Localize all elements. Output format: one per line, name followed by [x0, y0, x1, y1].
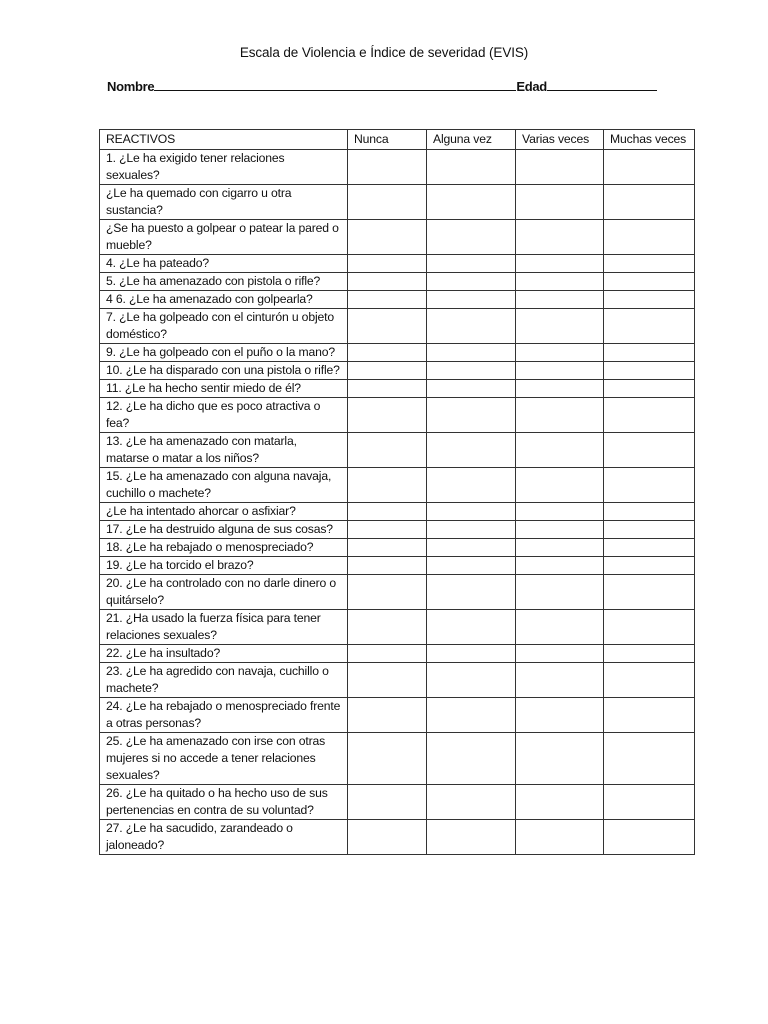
alguna-vez-cell[interactable]: [427, 539, 516, 557]
alguna-vez-cell[interactable]: [427, 185, 516, 220]
table-row: [100, 575, 695, 610]
table-row: [100, 185, 695, 220]
alguna-vez-cell[interactable]: [427, 362, 516, 380]
nunca-cell[interactable]: [348, 575, 427, 610]
varias-veces-cell[interactable]: [516, 220, 604, 255]
table-row: [100, 309, 695, 344]
item-text: 4. ¿Le ha pateado?: [100, 255, 348, 273]
nunca-cell[interactable]: [348, 557, 427, 575]
muchas-veces-cell[interactable]: [604, 645, 695, 663]
alguna-vez-cell[interactable]: [427, 575, 516, 610]
muchas-veces-cell[interactable]: [604, 220, 695, 255]
item-text: ¿Le ha intentado ahorcar o asfixiar?: [100, 503, 348, 521]
muchas-veces-cell[interactable]: [604, 380, 695, 398]
alguna-vez-cell[interactable]: [427, 468, 516, 503]
muchas-veces-cell[interactable]: [604, 557, 695, 575]
varias-veces-cell[interactable]: [516, 273, 604, 291]
varias-veces-cell[interactable]: [516, 698, 604, 733]
muchas-veces-cell[interactable]: [604, 309, 695, 344]
varias-veces-cell[interactable]: [516, 362, 604, 380]
table-row: [100, 362, 695, 380]
header-reactivos: REACTIVOS: [100, 130, 348, 150]
alguna-vez-cell[interactable]: [427, 380, 516, 398]
varias-veces-cell[interactable]: [516, 185, 604, 220]
nunca-cell[interactable]: [348, 344, 427, 362]
nunca-cell[interactable]: [348, 220, 427, 255]
nunca-cell[interactable]: [348, 255, 427, 273]
age-label: Edad: [516, 79, 547, 94]
table-row: [100, 539, 695, 557]
alguna-vez-cell[interactable]: [427, 433, 516, 468]
item-text: 27. ¿Le ha sacudido, zarandeado o jaloneado?: [100, 820, 348, 855]
varias-veces-cell[interactable]: [516, 645, 604, 663]
alguna-vez-cell[interactable]: [427, 610, 516, 645]
table-row: [100, 521, 695, 539]
table-row: [100, 433, 695, 468]
muchas-veces-cell[interactable]: [604, 820, 695, 855]
muchas-veces-cell[interactable]: [604, 362, 695, 380]
muchas-veces-cell[interactable]: [604, 398, 695, 433]
nunca-cell[interactable]: [348, 521, 427, 539]
alguna-vez-cell[interactable]: [427, 503, 516, 521]
table-row: [100, 820, 695, 855]
table-row: [100, 398, 695, 433]
nunca-cell[interactable]: [348, 273, 427, 291]
muchas-veces-cell[interactable]: [604, 344, 695, 362]
varias-veces-cell[interactable]: [516, 255, 604, 273]
alguna-vez-cell[interactable]: [427, 398, 516, 433]
muchas-veces-cell[interactable]: [604, 255, 695, 273]
nunca-cell[interactable]: [348, 380, 427, 398]
varias-veces-cell[interactable]: [516, 575, 604, 610]
table-row: [100, 503, 695, 521]
item-text: 9. ¿Le ha golpeado con el puño o la mano?: [100, 344, 348, 362]
alguna-vez-cell[interactable]: [427, 309, 516, 344]
header-muchas-veces: Muchas veces: [604, 130, 695, 150]
item-text: ¿Se ha puesto a golpear o patear la pared o mueble?: [100, 220, 348, 255]
alguna-vez-cell[interactable]: [427, 557, 516, 575]
muchas-veces-cell[interactable]: [604, 433, 695, 468]
table-row: [100, 645, 695, 663]
varias-veces-cell[interactable]: [516, 344, 604, 362]
header-varias-veces: Varias veces: [516, 130, 604, 150]
item-text: 18. ¿Le ha rebajado o menospreciado?: [100, 539, 348, 557]
table-row: [100, 557, 695, 575]
name-label: Nombre: [107, 79, 155, 94]
nunca-cell[interactable]: [348, 503, 427, 521]
name-field[interactable]: [154, 78, 516, 91]
varias-veces-cell[interactable]: [516, 503, 604, 521]
item-text: 19. ¿Le ha torcido el brazo?: [100, 557, 348, 575]
alguna-vez-cell[interactable]: [427, 291, 516, 309]
muchas-veces-cell[interactable]: [604, 698, 695, 733]
header-alguna-vez: Alguna vez: [427, 130, 516, 150]
alguna-vez-cell[interactable]: [427, 521, 516, 539]
table-row: [100, 698, 695, 733]
nunca-cell[interactable]: [348, 309, 427, 344]
varias-veces-cell[interactable]: [516, 820, 604, 855]
table-row: [100, 733, 695, 785]
alguna-vez-cell[interactable]: [427, 255, 516, 273]
item-text: 7. ¿Le ha golpeado con el cinturón u objeto doméstico?: [100, 309, 348, 344]
nunca-cell[interactable]: [348, 398, 427, 433]
item-text: 25. ¿Le ha amenazado con irse con otras mujeres si no accede a tener relaciones sexuales?: [100, 733, 348, 785]
muchas-veces-cell[interactable]: [604, 521, 695, 539]
table-row: [100, 344, 695, 362]
alguna-vez-cell[interactable]: [427, 733, 516, 785]
nunca-cell[interactable]: [348, 733, 427, 785]
evis-scale-table: [99, 129, 695, 855]
muchas-veces-cell[interactable]: [604, 785, 695, 820]
muchas-veces-cell[interactable]: [604, 663, 695, 698]
alguna-vez-cell[interactable]: [427, 273, 516, 291]
item-text: 4 6. ¿Le ha amenazado con golpearla?: [100, 291, 348, 309]
varias-veces-cell[interactable]: [516, 433, 604, 468]
item-text: 26. ¿Le ha quitado o ha hecho uso de sus pertenencias en contra de su voluntad?: [100, 785, 348, 820]
item-text: 15. ¿Le ha amenazado con alguna navaja, cuchillo o machete?: [100, 468, 348, 503]
table-row: [100, 663, 695, 698]
alguna-vez-cell[interactable]: [427, 663, 516, 698]
nunca-cell[interactable]: [348, 185, 427, 220]
varias-veces-cell[interactable]: [516, 663, 604, 698]
nunca-cell[interactable]: [348, 785, 427, 820]
muchas-veces-cell[interactable]: [604, 291, 695, 309]
item-text: 22. ¿Le ha insultado?: [100, 645, 348, 663]
nunca-cell[interactable]: [348, 645, 427, 663]
age-field[interactable]: [547, 78, 657, 91]
table-row: [100, 610, 695, 645]
muchas-veces-cell[interactable]: [604, 150, 695, 185]
table-row: [100, 468, 695, 503]
alguna-vez-cell[interactable]: [427, 220, 516, 255]
muchas-veces-cell[interactable]: [604, 539, 695, 557]
varias-veces-cell[interactable]: [516, 521, 604, 539]
alguna-vez-cell[interactable]: [427, 820, 516, 855]
table-row: [100, 291, 695, 309]
varias-veces-cell[interactable]: [516, 539, 604, 557]
item-text: 23. ¿Le ha agredido con navaja, cuchillo o machete?: [100, 663, 348, 698]
table-row: [100, 380, 695, 398]
muchas-veces-cell[interactable]: [604, 503, 695, 521]
table-header-row: [100, 130, 695, 150]
item-text: 1. ¿Le ha exigido tener relaciones sexuales?: [100, 150, 348, 185]
alguna-vez-cell[interactable]: [427, 150, 516, 185]
table-row: [100, 785, 695, 820]
alguna-vez-cell[interactable]: [427, 344, 516, 362]
alguna-vez-cell[interactable]: [427, 645, 516, 663]
nunca-cell[interactable]: [348, 698, 427, 733]
item-text: 13. ¿Le ha amenazado con matarla, matarse o matar a los niños?: [100, 433, 348, 468]
item-text: 20. ¿Le ha controlado con no darle dinero o quitárselo?: [100, 575, 348, 610]
item-text: 21. ¿Ha usado la fuerza física para tener relaciones sexuales?: [100, 610, 348, 645]
varias-veces-cell[interactable]: [516, 610, 604, 645]
alguna-vez-cell[interactable]: [427, 698, 516, 733]
item-text: 24. ¿Le ha rebajado o menospreciado frente a otras personas?: [100, 698, 348, 733]
muchas-veces-cell[interactable]: [604, 610, 695, 645]
table-row: [100, 150, 695, 185]
varias-veces-cell[interactable]: [516, 557, 604, 575]
item-text: 12. ¿Le ha dicho que es poco atractiva o fea?: [100, 398, 348, 433]
name-age-line: [107, 78, 667, 94]
varias-veces-cell[interactable]: [516, 291, 604, 309]
varias-veces-cell[interactable]: [516, 150, 604, 185]
document-title: Escala de Violencia e Índice de severidad (EVIS): [239, 45, 529, 60]
nunca-cell[interactable]: [348, 362, 427, 380]
item-text: ¿Le ha quemado con cigarro u otra sustancia?: [100, 185, 348, 220]
nunca-cell[interactable]: [348, 433, 427, 468]
nunca-cell[interactable]: [348, 468, 427, 503]
muchas-veces-cell[interactable]: [604, 185, 695, 220]
item-text: 5. ¿Le ha amenazado con pistola o rifle?: [100, 273, 348, 291]
nunca-cell[interactable]: [348, 291, 427, 309]
item-text: 17. ¿Le ha destruido alguna de sus cosas?: [100, 521, 348, 539]
varias-veces-cell[interactable]: [516, 468, 604, 503]
table-body: [100, 150, 695, 855]
nunca-cell[interactable]: [348, 610, 427, 645]
muchas-veces-cell[interactable]: [604, 468, 695, 503]
varias-veces-cell[interactable]: [516, 309, 604, 344]
item-text: 11. ¿Le ha hecho sentir miedo de él?: [100, 380, 348, 398]
varias-veces-cell[interactable]: [516, 398, 604, 433]
header-nunca: Nunca: [348, 130, 427, 150]
varias-veces-cell[interactable]: [516, 380, 604, 398]
nunca-cell[interactable]: [348, 539, 427, 557]
table-row: [100, 255, 695, 273]
nunca-cell[interactable]: [348, 820, 427, 855]
muchas-veces-cell[interactable]: [604, 273, 695, 291]
table-row: [100, 273, 695, 291]
nunca-cell[interactable]: [348, 150, 427, 185]
alguna-vez-cell[interactable]: [427, 785, 516, 820]
muchas-veces-cell[interactable]: [604, 733, 695, 785]
table-row: [100, 220, 695, 255]
muchas-veces-cell[interactable]: [604, 575, 695, 610]
varias-veces-cell[interactable]: [516, 733, 604, 785]
item-text: 10. ¿Le ha disparado con una pistola o rifle?: [100, 362, 348, 380]
nunca-cell[interactable]: [348, 663, 427, 698]
varias-veces-cell[interactable]: [516, 785, 604, 820]
